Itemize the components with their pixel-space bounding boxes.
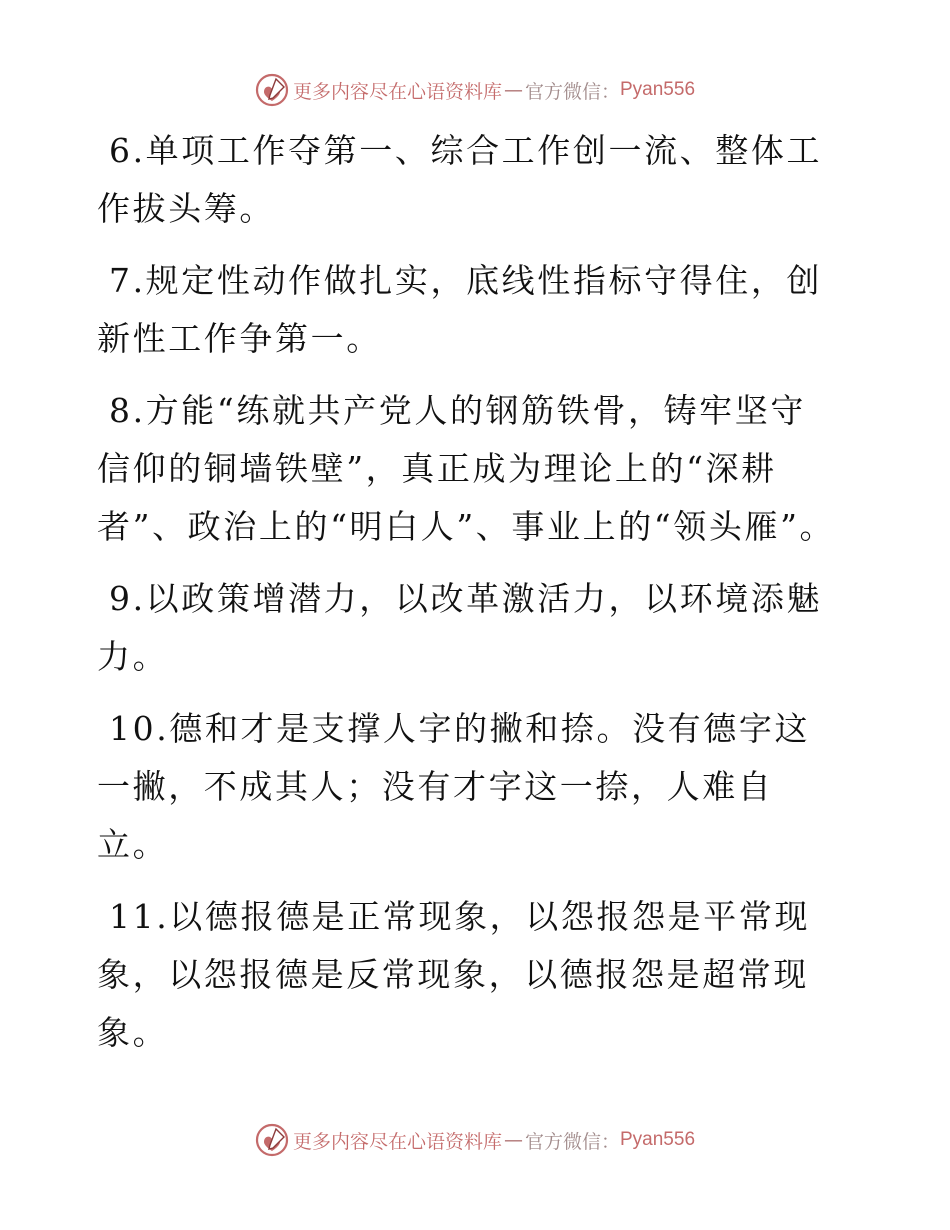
paragraph-8: 8.方能“练就共产党人的钢筋铁骨，铸牢坚守信仰的铜墙铁壁”，真正成为理论上的“深耕者”、政治上的“明白人”、事业上的“领头雁”。 bbox=[97, 391, 836, 546]
pen-heart-logo-icon bbox=[255, 73, 289, 107]
footer-dash: — bbox=[503, 1129, 523, 1151]
footer-watermark bbox=[0, 1120, 950, 1160]
paragraph-6: 6.单项工作夺第一、综合工作创一流、整体工作拔头筹。 bbox=[97, 131, 823, 228]
header-wechat-label: 官方微信： bbox=[524, 80, 620, 103]
pen-heart-logo-icon bbox=[255, 1123, 289, 1157]
header-dash: — bbox=[503, 79, 523, 101]
document-body bbox=[97, 122, 837, 1076]
header-watermark bbox=[0, 70, 950, 110]
header-wechat-id: Pyan556 bbox=[620, 79, 696, 100]
header-brand-text: 更多内容尽在心语资料库 bbox=[292, 80, 502, 103]
footer-brand-text: 更多内容尽在心语资料库 bbox=[292, 1130, 502, 1153]
paragraph-9: 9.以政策增潜力，以改革激活力，以环境添魅力。 bbox=[97, 579, 823, 676]
footer-wechat-id: Pyan556 bbox=[620, 1129, 696, 1150]
footer-wechat-label: 官方微信： bbox=[524, 1130, 620, 1153]
paragraph-10: 10.德和才是支撑人字的撇和捺。没有德字这一撇，不成其人；没有才字这一捺，人难自立。 bbox=[97, 709, 811, 864]
paragraph-7: 7.规定性动作做扎实，底线性指标守得住，创新性工作争第一。 bbox=[97, 261, 823, 358]
paragraph-11: 11.以德报德是正常现象，以怨报怨是平常现象，以怨报德是反常现象，以德报怨是超常现象。 bbox=[97, 897, 811, 1052]
